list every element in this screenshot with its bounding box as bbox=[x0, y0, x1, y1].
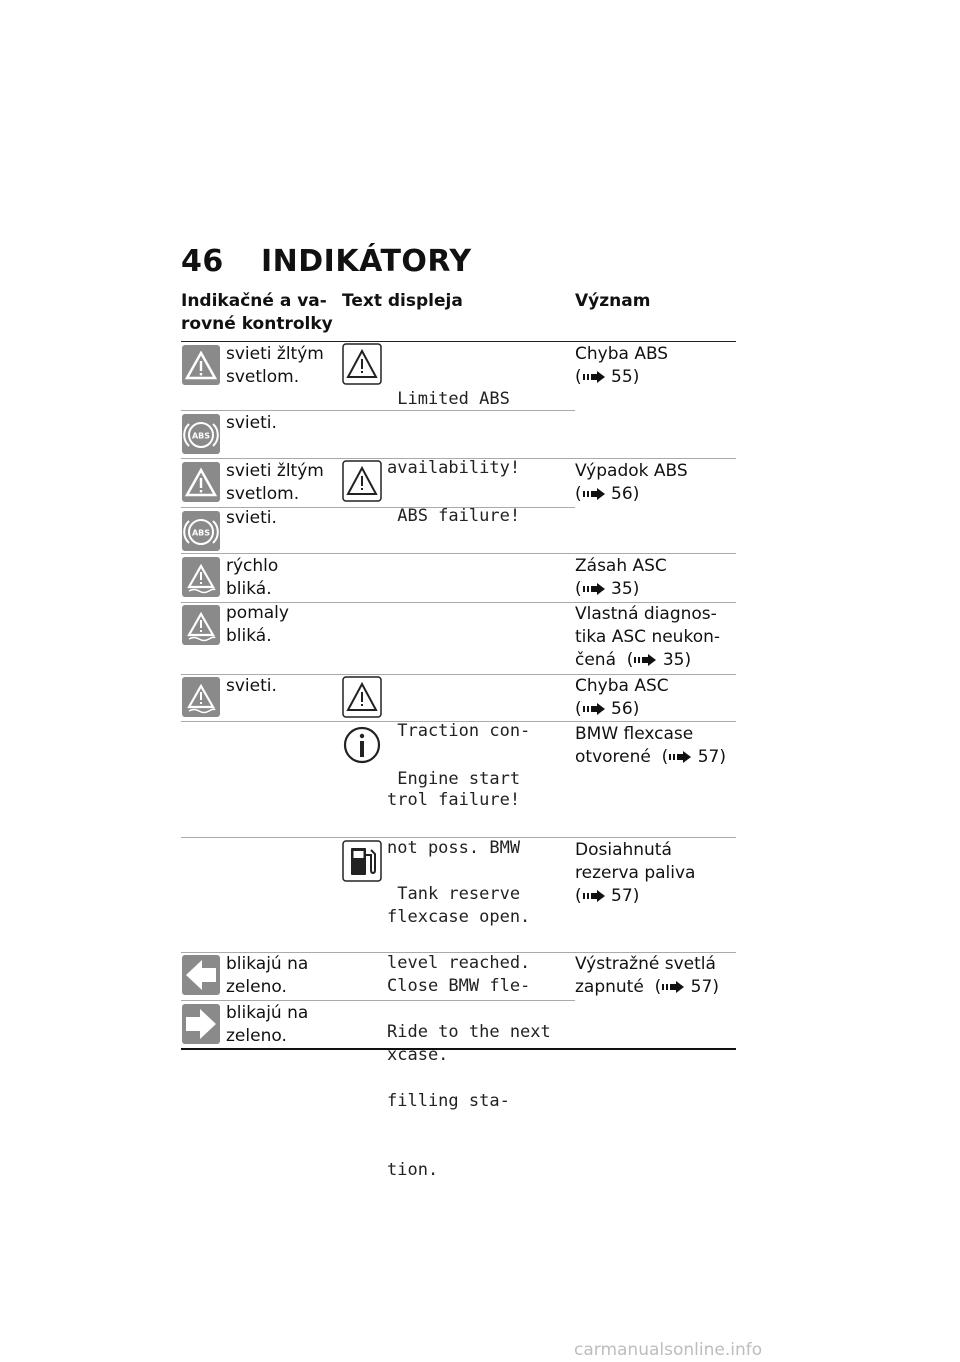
arrow-right-icon bbox=[668, 751, 692, 763]
meaning-text bbox=[575, 460, 688, 506]
warning-triangle-icon bbox=[182, 462, 220, 502]
indicator-line: svetlom. bbox=[226, 484, 300, 504]
column-header-indicator-line2: rovné kontrolky bbox=[181, 314, 333, 334]
indicator-text bbox=[226, 412, 277, 435]
arrow-right-icon bbox=[582, 703, 606, 715]
display-line: Ride to the next bbox=[387, 1022, 551, 1042]
meaning-text bbox=[575, 839, 695, 908]
warning-triangle-icon bbox=[342, 343, 382, 385]
meaning-text bbox=[575, 953, 719, 999]
arrow-right-icon bbox=[582, 488, 606, 500]
watermark: carmanualsonline.info bbox=[574, 1340, 763, 1360]
meaning-text bbox=[575, 723, 726, 769]
meaning-text bbox=[575, 603, 720, 672]
page-reference[interactable]: čená ( 35) bbox=[575, 650, 692, 670]
indicator-line: blikajú na bbox=[226, 1003, 309, 1023]
page-number: 46 bbox=[181, 244, 224, 279]
svg-text:ABS: ABS bbox=[191, 528, 211, 538]
page-reference[interactable]: zapnuté ( 57) bbox=[575, 977, 719, 997]
indicator-line: svetlom. bbox=[226, 367, 300, 387]
asc-icon bbox=[182, 677, 220, 717]
display-line: Tank reserve bbox=[387, 884, 521, 904]
meaning-line: Chyba ABS bbox=[575, 344, 669, 364]
indicator-text bbox=[226, 555, 278, 601]
page-reference-number: 35 bbox=[611, 579, 633, 599]
indicator-line: rýchlo bbox=[226, 556, 279, 576]
column-header-meaning: Význam bbox=[575, 291, 651, 311]
display-line: flexcase open. bbox=[387, 907, 531, 927]
arrow-right-icon bbox=[582, 371, 606, 383]
indicator-line: bliká. bbox=[226, 579, 272, 599]
meaning-text bbox=[575, 675, 669, 721]
meaning-line: zapnuté bbox=[575, 977, 644, 997]
display-text bbox=[387, 459, 520, 551]
asc-icon bbox=[182, 557, 220, 597]
page-reference[interactable]: ( 56) bbox=[575, 699, 640, 719]
page-reference[interactable]: ( 56) bbox=[575, 484, 640, 504]
display-line: tion. bbox=[387, 1160, 439, 1180]
indicator-line: svieti. bbox=[226, 413, 277, 433]
indicator-text bbox=[226, 507, 277, 530]
display-line: level reached. bbox=[387, 953, 531, 973]
indicator-text bbox=[226, 602, 289, 648]
warning-triangle-icon bbox=[342, 676, 382, 718]
indicator-text bbox=[226, 675, 277, 698]
meaning-line: čená bbox=[575, 650, 616, 670]
display-line: Engine start bbox=[387, 769, 521, 789]
indicator-line: svieti žltým bbox=[226, 344, 324, 364]
page-header bbox=[181, 244, 472, 279]
page-reference-number: 35 bbox=[662, 650, 685, 670]
meaning-text bbox=[575, 343, 668, 389]
page-reference-number: 56 bbox=[611, 699, 633, 719]
indicator-line: zeleno. bbox=[226, 977, 287, 997]
display-line: Traction con- bbox=[387, 721, 531, 741]
indicator-line: blikajú na bbox=[226, 954, 309, 974]
svg-text:ABS: ABS bbox=[191, 431, 211, 441]
indicator-line: svieti. bbox=[226, 508, 277, 528]
asc-icon bbox=[182, 605, 220, 645]
indicator-text bbox=[226, 460, 324, 506]
page-reference[interactable]: otvorené ( 57) bbox=[575, 747, 726, 767]
meaning-line: Vlastná diagnos- bbox=[575, 604, 717, 624]
display-line: ABS failure! bbox=[387, 506, 521, 526]
arrow-right-icon bbox=[633, 654, 657, 666]
display-line: trol failure! bbox=[387, 790, 521, 810]
arrow-right-icon bbox=[582, 583, 606, 595]
meaning-line: Výstražné svetlá bbox=[575, 954, 716, 974]
table-divider bbox=[181, 553, 736, 554]
indicator-text bbox=[226, 1002, 308, 1048]
abs-icon bbox=[182, 414, 220, 454]
warning-triangle-icon bbox=[182, 345, 220, 385]
meaning-line: tika ASC neukon- bbox=[575, 627, 721, 647]
right-arrow-icon bbox=[182, 1004, 220, 1044]
page-reference[interactable]: ( 57) bbox=[575, 886, 640, 906]
meaning-line: Dosiahnutá bbox=[575, 840, 672, 860]
page-reference-number: 55 bbox=[611, 367, 633, 387]
meaning-line: Chyba ASC bbox=[575, 676, 669, 696]
info-icon bbox=[342, 724, 382, 766]
fuel-pump-icon bbox=[342, 840, 382, 882]
display-line: Close BMW fle- bbox=[387, 976, 531, 996]
display-line: availability! bbox=[387, 458, 521, 478]
column-header-display: Text displeja bbox=[342, 291, 463, 311]
arrow-right-icon bbox=[582, 890, 606, 902]
indicator-line: svieti. bbox=[226, 676, 277, 696]
meaning-line: rezerva paliva bbox=[575, 863, 696, 883]
meaning-line: otvorené bbox=[575, 747, 651, 767]
page-reference-number: 57 bbox=[611, 886, 633, 906]
display-line: xcase. bbox=[387, 1045, 449, 1065]
left-arrow-icon bbox=[182, 955, 220, 995]
page-reference-number: 57 bbox=[697, 747, 720, 767]
page-reference-number: 57 bbox=[690, 977, 713, 997]
abs-icon bbox=[182, 511, 220, 551]
meaning-line: BMW flexcase bbox=[575, 724, 694, 744]
display-text bbox=[387, 837, 551, 1205]
indicator-text bbox=[226, 953, 308, 999]
display-line: not poss. BMW bbox=[387, 838, 521, 858]
warning-triangle-icon bbox=[342, 460, 382, 502]
page-title: INDIKÁTORY bbox=[261, 244, 472, 279]
arrow-right-icon bbox=[661, 981, 685, 993]
meaning-text bbox=[575, 555, 667, 601]
page-reference[interactable]: ( 55) bbox=[575, 367, 640, 387]
indicator-line: zeleno. bbox=[226, 1026, 287, 1046]
meaning-line: Výpadok ABS bbox=[575, 461, 688, 481]
indicator-line: svieti žltým bbox=[226, 461, 324, 481]
indicator-line: bliká. bbox=[226, 626, 272, 646]
column-header-indicator-line1: Indikačné a va- bbox=[181, 291, 327, 311]
meaning-line: Zásah ASC bbox=[575, 556, 667, 576]
page-reference-number: 56 bbox=[611, 484, 633, 504]
indicator-text bbox=[226, 343, 324, 389]
column-header-indicator bbox=[181, 290, 333, 336]
display-line: filling sta- bbox=[387, 1091, 510, 1111]
page-reference[interactable]: ( 35) bbox=[575, 579, 640, 599]
display-line: Limited ABS bbox=[387, 389, 510, 409]
indicator-line: pomaly bbox=[226, 603, 289, 623]
